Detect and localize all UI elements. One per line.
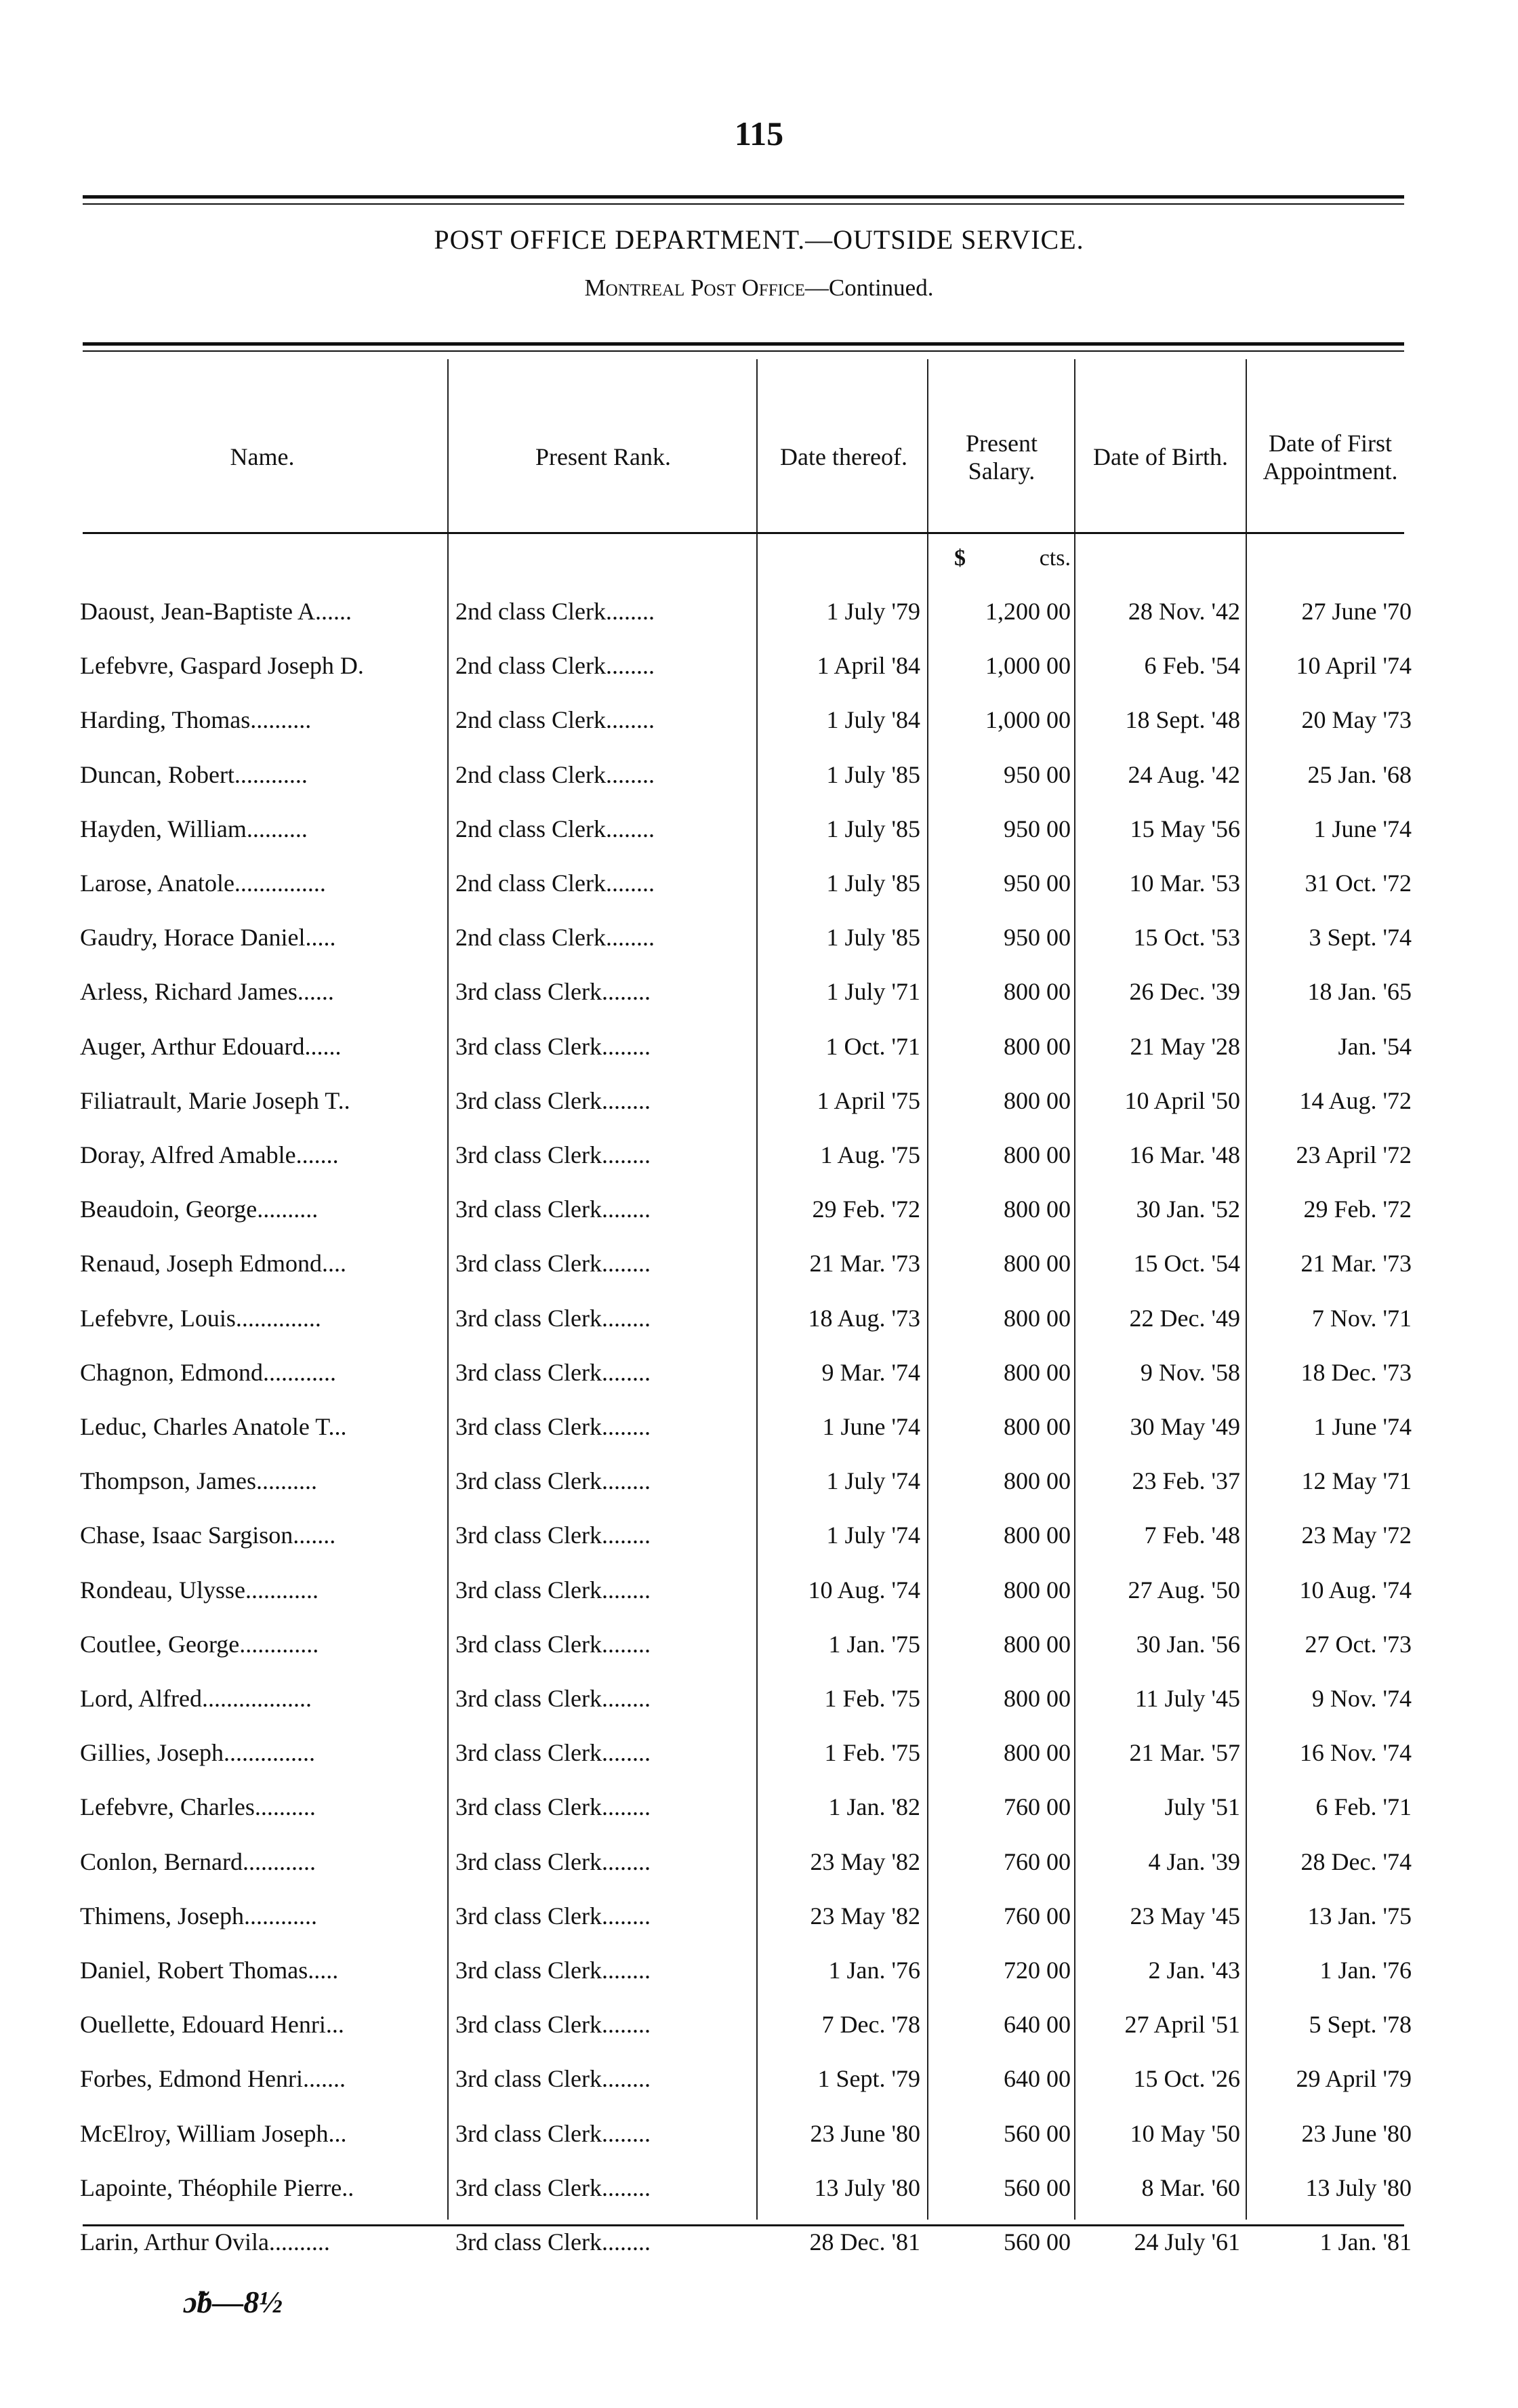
table-row bbox=[0, 1454, 1518, 1508]
cell-date: 1 Jan. '75 bbox=[828, 1630, 920, 1658]
cell-rank: 2nd class Clerk........ bbox=[455, 815, 655, 842]
cell-rank: 2nd class Clerk........ bbox=[455, 652, 655, 680]
cell-rank: 3rd class Clerk........ bbox=[455, 1957, 651, 1984]
cell-birth: 4 Jan. '39 bbox=[1148, 1848, 1240, 1875]
cell-birth: 21 May '28 bbox=[1130, 1032, 1240, 1060]
cell-first-appointment: 9 Nov. '74 bbox=[1311, 1685, 1412, 1712]
cell-first-appointment: 10 April '74 bbox=[1296, 652, 1412, 680]
cell-date: 29 Feb. '72 bbox=[812, 1196, 920, 1223]
cell-birth: 10 May '50 bbox=[1130, 2119, 1240, 2147]
cell-name: Harding, Thomas.......... bbox=[80, 706, 312, 734]
cell-birth: 24 Aug. '42 bbox=[1128, 760, 1240, 788]
cell-date: 1 Sept. '79 bbox=[817, 2065, 920, 2093]
table-row bbox=[0, 1617, 1518, 1671]
cell-salary: 640 00 bbox=[1004, 2065, 1071, 2093]
cell-date: 1 Feb. '75 bbox=[824, 1739, 920, 1767]
table-row bbox=[0, 1726, 1518, 1780]
cell-date: 1 July '74 bbox=[826, 1467, 920, 1495]
cell-first-appointment: 27 Oct. '73 bbox=[1305, 1630, 1412, 1658]
cell-first-appointment: 6 Feb. '71 bbox=[1315, 1793, 1412, 1821]
cell-salary: 800 00 bbox=[1004, 1630, 1071, 1658]
cell-name: Lefebvre, Louis.............. bbox=[80, 1304, 321, 1332]
cell-name: Leduc, Charles Anatole T... bbox=[80, 1413, 347, 1440]
table-row bbox=[0, 2161, 1518, 2215]
cell-birth: 7 Feb. '48 bbox=[1144, 1522, 1240, 1549]
header-name: Name. bbox=[230, 443, 295, 471]
cell-first-appointment: 29 Feb. '72 bbox=[1303, 1196, 1412, 1223]
footer-signature-mark: ɔ̃b—8½ bbox=[183, 2285, 283, 2319]
cell-name: Daoust, Jean-Baptiste A...... bbox=[80, 598, 352, 625]
cell-salary: 800 00 bbox=[1004, 1250, 1071, 1278]
cell-rank: 3rd class Clerk........ bbox=[455, 1630, 651, 1658]
cell-salary: 560 00 bbox=[1004, 2119, 1071, 2147]
cell-birth: 23 May '45 bbox=[1130, 1902, 1240, 1930]
cell-salary: 800 00 bbox=[1004, 1086, 1071, 1114]
cell-first-appointment: 14 Aug. '72 bbox=[1299, 1086, 1412, 1114]
cell-first-appointment: 23 June '80 bbox=[1301, 2119, 1412, 2147]
cell-birth: 30 Jan. '56 bbox=[1136, 1630, 1240, 1658]
cell-birth: 26 Dec. '39 bbox=[1129, 978, 1240, 1006]
cell-salary: 950 00 bbox=[1004, 760, 1071, 788]
cell-date: 10 Aug. '74 bbox=[808, 1576, 920, 1604]
cell-date: 1 July '84 bbox=[826, 706, 920, 734]
table-row bbox=[0, 584, 1518, 638]
cell-name: Larin, Arthur Ovila.......... bbox=[80, 2228, 330, 2256]
cell-salary: 800 00 bbox=[1004, 1032, 1071, 1060]
cell-rank: 3rd class Clerk........ bbox=[455, 1141, 651, 1168]
cell-rank: 3rd class Clerk........ bbox=[455, 1848, 651, 1875]
cell-first-appointment: 27 June '70 bbox=[1301, 598, 1412, 625]
cell-date: 23 May '82 bbox=[810, 1848, 920, 1875]
table-row bbox=[0, 910, 1518, 964]
cell-rank: 3rd class Clerk........ bbox=[455, 2228, 651, 2256]
cell-name: Beaudoin, George.......... bbox=[80, 1196, 319, 1223]
table-row bbox=[0, 1400, 1518, 1454]
cell-first-appointment: 31 Oct. '72 bbox=[1305, 870, 1412, 897]
table-row bbox=[0, 1508, 1518, 1562]
cell-salary: 560 00 bbox=[1004, 2228, 1071, 2256]
table-row bbox=[0, 1671, 1518, 1726]
table-top-rule-thick bbox=[83, 342, 1404, 346]
table-row bbox=[0, 1128, 1518, 1182]
office-subtitle bbox=[0, 274, 1518, 302]
cell-name: Chase, Isaac Sargison....... bbox=[80, 1522, 336, 1549]
cell-date: 1 Jan. '82 bbox=[828, 1793, 920, 1821]
cell-first-appointment: 25 Jan. '68 bbox=[1307, 760, 1412, 788]
cell-name: Lefebvre, Charles.......... bbox=[80, 1793, 316, 1821]
cell-name: Auger, Arthur Edouard...... bbox=[80, 1032, 342, 1060]
cell-first-appointment: 18 Dec. '73 bbox=[1300, 1358, 1412, 1386]
cell-date: 1 April '75 bbox=[817, 1086, 920, 1114]
cell-first-appointment: 29 April '79 bbox=[1296, 2065, 1412, 2093]
cell-name: Rondeau, Ulysse............ bbox=[80, 1576, 319, 1604]
cell-birth: 22 Dec. '49 bbox=[1129, 1304, 1240, 1332]
cell-salary: 800 00 bbox=[1004, 1467, 1071, 1495]
cell-first-appointment: 23 May '72 bbox=[1301, 1522, 1412, 1549]
cell-rank: 2nd class Clerk........ bbox=[455, 924, 655, 952]
cell-rank: 3rd class Clerk........ bbox=[455, 978, 651, 1006]
cell-first-appointment: 16 Nov. '74 bbox=[1299, 1739, 1412, 1767]
table-row bbox=[0, 1182, 1518, 1236]
table-row bbox=[0, 1780, 1518, 1834]
office-name: Montreal Post Office bbox=[584, 274, 805, 301]
cell-date: 1 July '74 bbox=[826, 1522, 920, 1549]
cell-salary: 950 00 bbox=[1004, 924, 1071, 952]
cell-name: Ouellette, Edouard Henri... bbox=[80, 2011, 344, 2039]
header-birth: Date of Birth. bbox=[1093, 443, 1228, 471]
cell-date: 1 Feb. '75 bbox=[824, 1685, 920, 1712]
cell-date: 7 Dec. '78 bbox=[821, 2011, 920, 2039]
cell-rank: 3rd class Clerk........ bbox=[455, 1467, 651, 1495]
cell-salary: 640 00 bbox=[1004, 2011, 1071, 2039]
cell-date: 23 June '80 bbox=[810, 2119, 920, 2147]
department-title: POST OFFICE DEPARTMENT.—OUTSIDE SERVICE. bbox=[434, 224, 1084, 255]
cell-first-appointment: 3 Sept. '74 bbox=[1309, 924, 1412, 952]
cell-name: Gillies, Joseph............... bbox=[80, 1739, 315, 1767]
cell-birth: 27 Aug. '50 bbox=[1128, 1576, 1240, 1604]
table-row bbox=[0, 638, 1518, 693]
cell-birth: 23 Feb. '37 bbox=[1132, 1467, 1240, 1495]
table-row bbox=[0, 1943, 1518, 1997]
cell-birth: 15 Oct. '54 bbox=[1133, 1250, 1240, 1278]
cell-salary: 560 00 bbox=[1004, 2174, 1071, 2201]
cell-first-appointment: 21 Mar. '73 bbox=[1300, 1250, 1412, 1278]
table-row bbox=[0, 693, 1518, 747]
cell-first-appointment: 1 June '74 bbox=[1313, 815, 1412, 842]
cell-first-appointment: 13 July '80 bbox=[1305, 2174, 1412, 2201]
cell-name: Chagnon, Edmond............ bbox=[80, 1358, 336, 1386]
cell-date: 28 Dec. '81 bbox=[809, 2228, 920, 2256]
cell-rank: 3rd class Clerk........ bbox=[455, 2011, 651, 2039]
cell-name: Filiatrault, Marie Joseph T.. bbox=[80, 1086, 350, 1114]
office-continued: —Continued. bbox=[804, 274, 934, 301]
table-row bbox=[0, 856, 1518, 910]
cell-birth: 27 April '51 bbox=[1124, 2011, 1240, 2039]
cell-date: 18 Aug. '73 bbox=[808, 1304, 920, 1332]
cell-rank: 3rd class Clerk........ bbox=[455, 1522, 651, 1549]
cell-date: 1 June '74 bbox=[822, 1413, 920, 1440]
table-row bbox=[0, 1236, 1518, 1290]
cell-date: 1 July '71 bbox=[826, 978, 920, 1006]
cell-first-appointment: 1 Jan. '76 bbox=[1319, 1957, 1412, 1984]
cell-salary: 800 00 bbox=[1004, 1522, 1071, 1549]
cell-birth: 8 Mar. '60 bbox=[1141, 2174, 1240, 2201]
cell-date: 1 April '84 bbox=[817, 652, 920, 680]
cell-rank: 3rd class Clerk........ bbox=[455, 2119, 651, 2147]
cell-rank: 3rd class Clerk........ bbox=[455, 1793, 651, 1821]
cell-date: 13 July '80 bbox=[814, 2174, 920, 2201]
cell-birth: 11 July '45 bbox=[1134, 1685, 1240, 1712]
cell-date: 23 May '82 bbox=[810, 1902, 920, 1930]
cell-rank: 3rd class Clerk........ bbox=[455, 1685, 651, 1712]
cell-date: 1 July '85 bbox=[826, 924, 920, 952]
cell-salary: 760 00 bbox=[1004, 1902, 1071, 1930]
cell-rank: 3rd class Clerk........ bbox=[455, 1358, 651, 1386]
cell-first-appointment: Jan. '54 bbox=[1338, 1032, 1412, 1060]
cell-name: Renaud, Joseph Edmond.... bbox=[80, 1250, 346, 1278]
cell-date: 1 July '79 bbox=[826, 598, 920, 625]
cell-birth: 2 Jan. '43 bbox=[1148, 1957, 1240, 1984]
cell-birth: 9 Nov. '58 bbox=[1140, 1358, 1240, 1386]
table-row bbox=[0, 802, 1518, 856]
cell-salary: 800 00 bbox=[1004, 1141, 1071, 1168]
cell-first-appointment: 1 June '74 bbox=[1313, 1413, 1412, 1440]
top-rule-thick bbox=[83, 195, 1404, 199]
cell-first-appointment: 12 May '71 bbox=[1301, 1467, 1412, 1495]
cell-rank: 3rd class Clerk........ bbox=[455, 2065, 651, 2093]
header-rank: Present Rank. bbox=[535, 443, 671, 471]
table-row bbox=[0, 748, 1518, 802]
cell-name: Hayden, William.......... bbox=[80, 815, 308, 842]
cell-rank: 2nd class Clerk........ bbox=[455, 870, 655, 897]
cell-first-appointment: 1 Jan. '81 bbox=[1319, 2228, 1412, 2256]
cell-rank: 3rd class Clerk........ bbox=[455, 2174, 651, 2201]
table-row bbox=[0, 1563, 1518, 1617]
table-row bbox=[0, 1889, 1518, 1943]
cell-rank: 3rd class Clerk........ bbox=[455, 1304, 651, 1332]
header-date: Date thereof. bbox=[780, 443, 907, 471]
cell-salary: 800 00 bbox=[1004, 1739, 1071, 1767]
cell-name: Daniel, Robert Thomas..... bbox=[80, 1957, 339, 1984]
dollar-sign: $ bbox=[954, 546, 966, 571]
cell-salary: 950 00 bbox=[1004, 815, 1071, 842]
cell-rank: 3rd class Clerk........ bbox=[455, 1196, 651, 1223]
cell-rank: 3rd class Clerk........ bbox=[455, 1902, 651, 1930]
cell-name: Forbes, Edmond Henri....... bbox=[80, 2065, 346, 2093]
table-row bbox=[0, 2106, 1518, 2161]
cell-birth: 10 Mar. '53 bbox=[1129, 870, 1240, 897]
cell-rank: 3rd class Clerk........ bbox=[455, 1413, 651, 1440]
cell-name: Larose, Anatole............... bbox=[80, 870, 326, 897]
cell-name: Thimens, Joseph............ bbox=[80, 1902, 317, 1930]
header-salary: Present Salary. bbox=[966, 429, 1038, 485]
cell-first-appointment: 7 Nov. '71 bbox=[1311, 1304, 1412, 1332]
cell-name: McElroy, William Joseph... bbox=[80, 2119, 347, 2147]
cell-birth: 15 May '56 bbox=[1130, 815, 1240, 842]
cell-first-appointment: 18 Jan. '65 bbox=[1307, 978, 1412, 1006]
cell-name: Conlon, Bernard............ bbox=[80, 1848, 316, 1875]
cell-birth: 30 May '49 bbox=[1130, 1413, 1240, 1440]
cell-first-appointment: 20 May '73 bbox=[1301, 706, 1412, 734]
cell-name: Lefebvre, Gaspard Joseph D. bbox=[80, 652, 364, 680]
cell-rank: 3rd class Clerk........ bbox=[455, 1086, 651, 1114]
cell-birth: 24 July '61 bbox=[1134, 2228, 1240, 2256]
cell-birth: 6 Feb. '54 bbox=[1144, 652, 1240, 680]
cell-salary: 800 00 bbox=[1004, 1358, 1071, 1386]
cell-salary: 1,000 00 bbox=[985, 652, 1071, 680]
cell-birth: 18 Sept. '48 bbox=[1125, 706, 1240, 734]
cell-first-appointment: 28 Dec. '74 bbox=[1300, 1848, 1412, 1875]
table-top-rule-thin bbox=[83, 350, 1404, 352]
cell-rank: 3rd class Clerk........ bbox=[455, 1032, 651, 1060]
header-bottom-rule bbox=[83, 532, 1404, 534]
cell-salary: 760 00 bbox=[1004, 1848, 1071, 1875]
cell-salary: 800 00 bbox=[1004, 1304, 1071, 1332]
cell-salary: 950 00 bbox=[1004, 870, 1071, 897]
cell-salary: 1,000 00 bbox=[985, 706, 1071, 734]
table-row bbox=[0, 1835, 1518, 1889]
table-row bbox=[0, 1345, 1518, 1400]
cell-salary: 800 00 bbox=[1004, 1576, 1071, 1604]
cell-rank: 3rd class Clerk........ bbox=[455, 1576, 651, 1604]
cell-first-appointment: 23 April '72 bbox=[1296, 1141, 1412, 1168]
cell-salary: 800 00 bbox=[1004, 1685, 1071, 1712]
cell-salary: 800 00 bbox=[1004, 1196, 1071, 1223]
table-row bbox=[0, 964, 1518, 1019]
cell-first-appointment: 10 Aug. '74 bbox=[1299, 1576, 1412, 1604]
cell-rank: 2nd class Clerk........ bbox=[455, 760, 655, 788]
cell-birth: 15 Oct. '53 bbox=[1133, 924, 1240, 952]
cell-salary: 720 00 bbox=[1004, 1957, 1071, 1984]
cell-name: Thompson, James.......... bbox=[80, 1467, 317, 1495]
table-row bbox=[0, 2052, 1518, 2106]
cell-birth: 16 Mar. '48 bbox=[1129, 1141, 1240, 1168]
cell-birth: July '51 bbox=[1164, 1793, 1240, 1821]
table-row bbox=[0, 1019, 1518, 1074]
cell-date: 1 July '85 bbox=[826, 760, 920, 788]
cell-name: Arless, Richard James...... bbox=[80, 978, 334, 1006]
cell-birth: 21 Mar. '57 bbox=[1129, 1739, 1240, 1767]
cents-label: cts. bbox=[1039, 546, 1071, 571]
cell-name: Lord, Alfred.................. bbox=[80, 1685, 312, 1712]
cell-salary: 760 00 bbox=[1004, 1793, 1071, 1821]
cell-date: 1 July '85 bbox=[826, 815, 920, 842]
table-row bbox=[0, 1074, 1518, 1128]
page-number: 115 bbox=[734, 115, 784, 152]
cell-birth: 30 Jan. '52 bbox=[1136, 1196, 1240, 1223]
cell-name: Lapointe, Théophile Pierre.. bbox=[80, 2174, 354, 2201]
cell-rank: 3rd class Clerk........ bbox=[455, 1250, 651, 1278]
cell-rank: 2nd class Clerk........ bbox=[455, 598, 655, 625]
top-rule-thin bbox=[83, 203, 1404, 205]
cell-date: 1 Aug. '75 bbox=[820, 1141, 920, 1168]
table-row bbox=[0, 1997, 1518, 2052]
cell-date: 21 Mar. '73 bbox=[809, 1250, 920, 1278]
cell-name: Coutlee, George............. bbox=[80, 1630, 319, 1658]
cell-salary: 800 00 bbox=[1004, 1413, 1071, 1440]
cell-name: Duncan, Robert............ bbox=[80, 760, 308, 788]
cell-birth: 15 Oct. '26 bbox=[1133, 2065, 1240, 2093]
table-bottom-rule bbox=[83, 2224, 1404, 2226]
cell-first-appointment: 5 Sept. '78 bbox=[1309, 2011, 1412, 2039]
cell-date: 1 Oct. '71 bbox=[825, 1032, 920, 1060]
cell-birth: 10 April '50 bbox=[1124, 1086, 1240, 1114]
table-row bbox=[0, 2215, 1518, 2269]
table-row bbox=[0, 1291, 1518, 1345]
cell-date: 9 Mar. '74 bbox=[821, 1358, 920, 1386]
cell-salary: 1,200 00 bbox=[985, 598, 1071, 625]
cell-rank: 2nd class Clerk........ bbox=[455, 706, 655, 734]
cell-salary: 800 00 bbox=[1004, 978, 1071, 1006]
cell-first-appointment: 13 Jan. '75 bbox=[1307, 1902, 1412, 1930]
cell-name: Gaudry, Horace Daniel..... bbox=[80, 924, 336, 952]
cell-date: 1 Jan. '76 bbox=[828, 1957, 920, 1984]
cell-rank: 3rd class Clerk........ bbox=[455, 1739, 651, 1767]
cell-name: Doray, Alfred Amable....... bbox=[80, 1141, 339, 1168]
cell-birth: 28 Nov. '42 bbox=[1128, 598, 1240, 625]
cell-date: 1 July '85 bbox=[826, 870, 920, 897]
header-first-appointment: Date of First Appointment. bbox=[1263, 429, 1398, 485]
